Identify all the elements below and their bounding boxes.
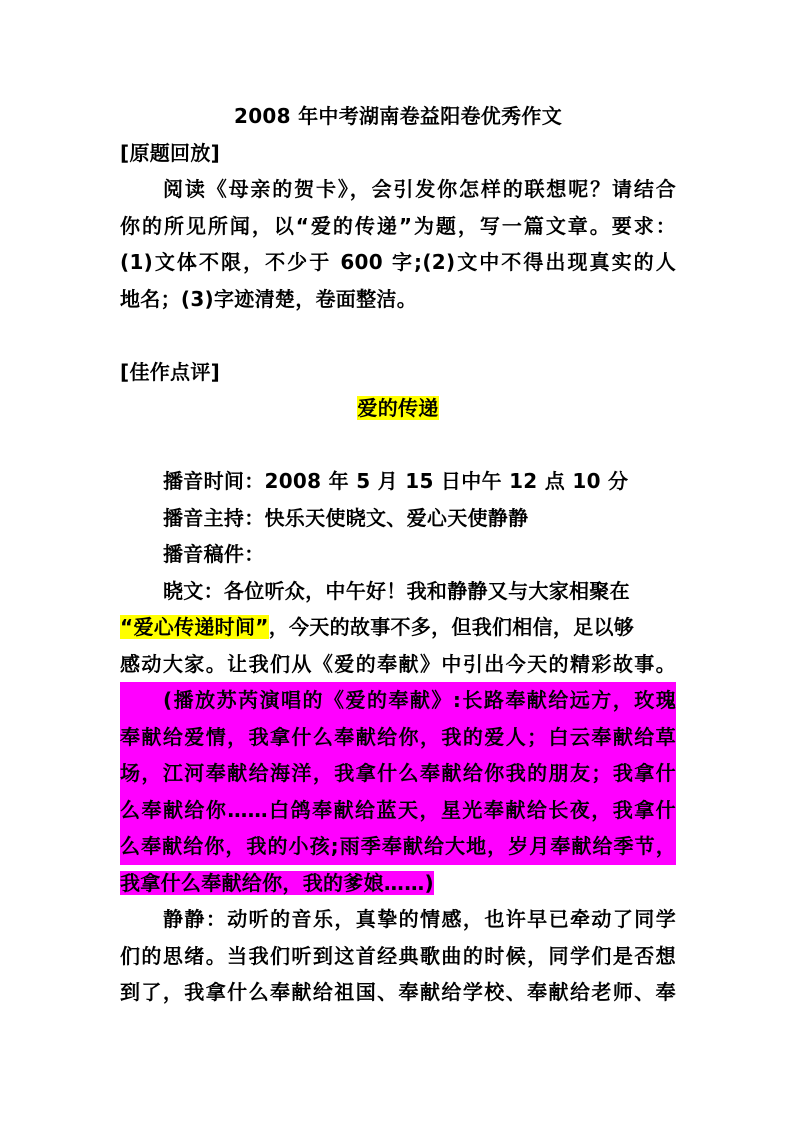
prompt-line: (1)文体不限，不少于 600 字;(2)文中不得出现真实的人	[120, 250, 676, 274]
song-lyrics-block	[120, 682, 676, 865]
xiaowen-line: 晓文：各位听众，中午好！我和静静又与大家相聚在	[163, 578, 630, 603]
prompt-line: 阅读《母亲的贺卡》，会引发你怎样的联想呢？请结合	[163, 177, 676, 201]
jingjing-line: 到了，我拿什么奉献给祖国、奉献给学校、奉献给老师、奉	[120, 980, 676, 1004]
broadcast-host: 播音主持：快乐天使晓文、爱心天使静静	[163, 505, 529, 530]
broadcast-script-label: 播音稿件：	[163, 542, 265, 566]
document-title: 2008 年中考湖南卷益阳卷优秀作文	[233, 104, 563, 128]
xiaowen-line: 感动大家。让我们从《爱的奉献》中引出今天的精彩故事。	[120, 651, 676, 676]
song-line: 场，江河奉献给海洋，我拿什么奉献给你我的朋友；我拿什	[120, 755, 676, 792]
xiaowen-line	[120, 609, 676, 646]
jingjing-line: 静静：动听的音乐，真挚的情感，也许早已牵动了同学	[163, 907, 676, 931]
blank-line	[120, 317, 676, 354]
song-line-last-row	[120, 865, 676, 902]
essay-title: 爱的传递	[357, 396, 439, 420]
broadcast-time: 播音时间：2008 年 5 月 15 日中午 12 点 10 分	[163, 469, 629, 493]
document-page	[120, 98, 676, 1011]
song-line: (播放苏芮演唱的《爱的奉献》:长路奉献给远方，玫瑰	[120, 682, 676, 719]
jingjing-line: 们的思绪。当我们听到这首经典歌曲的时候，同学们是否想	[120, 943, 676, 968]
section-heading-original: [原题回放]	[120, 140, 221, 165]
prompt-line: 你的所见所闻，以“爱的传递”为题，写一篇文章。要求：	[120, 213, 676, 238]
song-line: 奉献给爱情，我拿什么奉献给你，我的爱人；白云奉献给草	[120, 719, 676, 756]
prompt-line: 地名；(3)字迹清楚，卷面整洁。	[120, 286, 417, 311]
song-line: 我拿什么奉献给你，我的爹娘……)	[120, 870, 434, 895]
blank-line	[120, 427, 676, 464]
song-line: 么奉献给你，我的小孩;雨季奉献给大地，岁月奉献给季节，	[120, 828, 676, 865]
section-heading-review: [佳作点评]	[120, 359, 221, 384]
highlight-program-name: “爱心传递时间”	[120, 615, 269, 639]
essay-title-row	[120, 390, 676, 427]
song-line: 么奉献给你……白鸽奉献给蓝天，星光奉献给长夜，我拿什	[120, 792, 676, 829]
xiaowen-line-rest: ，今天的故事不多，但我们相信，足以够	[268, 615, 635, 639]
